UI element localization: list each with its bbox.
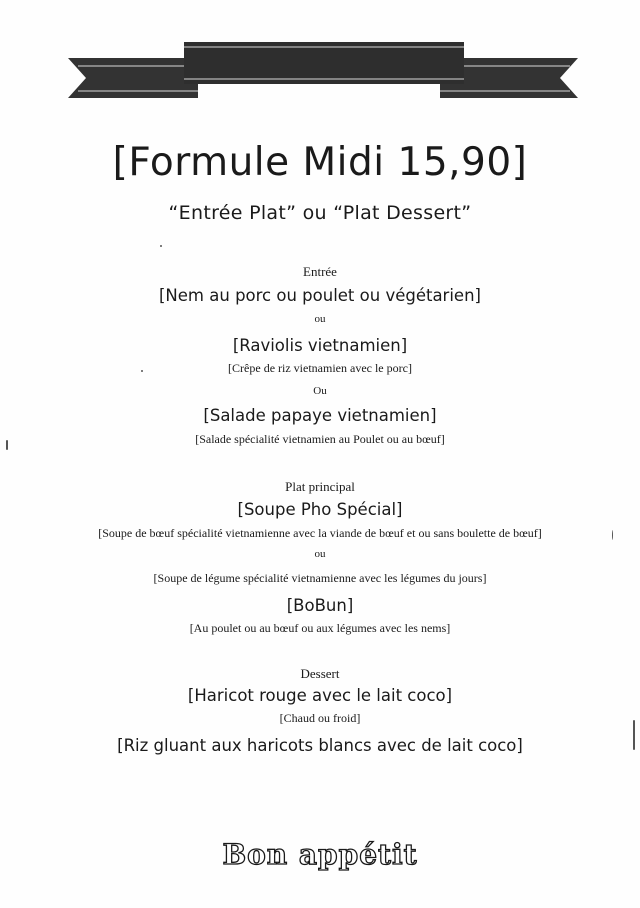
dish-soupe-pho: [Soupe Pho Spécial] [237, 500, 403, 519]
section-heading-dessert: Dessert [300, 666, 340, 681]
scan-speck [612, 530, 613, 540]
scan-speck [160, 245, 162, 247]
dish-raviolis: [Raviolis vietnamien] [232, 336, 408, 355]
section-heading-plat: Plat principal [285, 479, 355, 494]
dish-raviolis-desc: [Crêpe de riz vietnamien avec le porc] [228, 361, 412, 375]
scan-speck [141, 370, 143, 372]
menu-title: [Formule Midi 15,90] [112, 140, 528, 185]
dish-salade-papaye-desc: [Salade spécialité vietnamien au Poulet ou au bœuf] [195, 432, 445, 446]
section-heading-entree: Entrée [303, 264, 337, 279]
dish-bobun: [BoBun] [286, 596, 354, 615]
dish-soupe-pho-desc: [Soupe de bœuf spécialité vietnamienne avec la viande de bœuf et ou sans boulette de bœuf] [98, 526, 542, 540]
ribbon-center [184, 42, 464, 84]
closing-bon-appetit: Bon appétit [222, 838, 418, 871]
ribbon-banner [0, 0, 640, 110]
scan-speck [633, 720, 635, 750]
separator-ou: Ou [313, 385, 327, 397]
ribbon-left-tail [68, 58, 198, 98]
dish-salade-papaye: [Salade papaye vietnamien] [203, 406, 437, 425]
dish-nem: [Nem au porc ou poulet ou végétarien] [159, 286, 481, 305]
dish-bobun-desc: [Au poulet ou au bœuf ou aux légumes avec les nems] [189, 621, 451, 635]
scan-speck [6, 440, 8, 450]
menu-subtitle: “Entrée Plat” ou “Plat Dessert” [168, 202, 472, 224]
dish-haricot-rouge: [Haricot rouge avec le lait coco] [187, 686, 453, 705]
dish-soupe-legume-desc: [Soupe de légume spécialité vietnamienne avec les légumes du jours] [153, 571, 487, 585]
dish-haricot-rouge-desc: [Chaud ou froid] [279, 711, 361, 725]
dish-riz-gluant: [Riz gluant aux haricots blancs avec de lait coco] [117, 736, 523, 755]
separator-ou: ou [314, 548, 326, 560]
separator-ou: ou [314, 313, 326, 325]
